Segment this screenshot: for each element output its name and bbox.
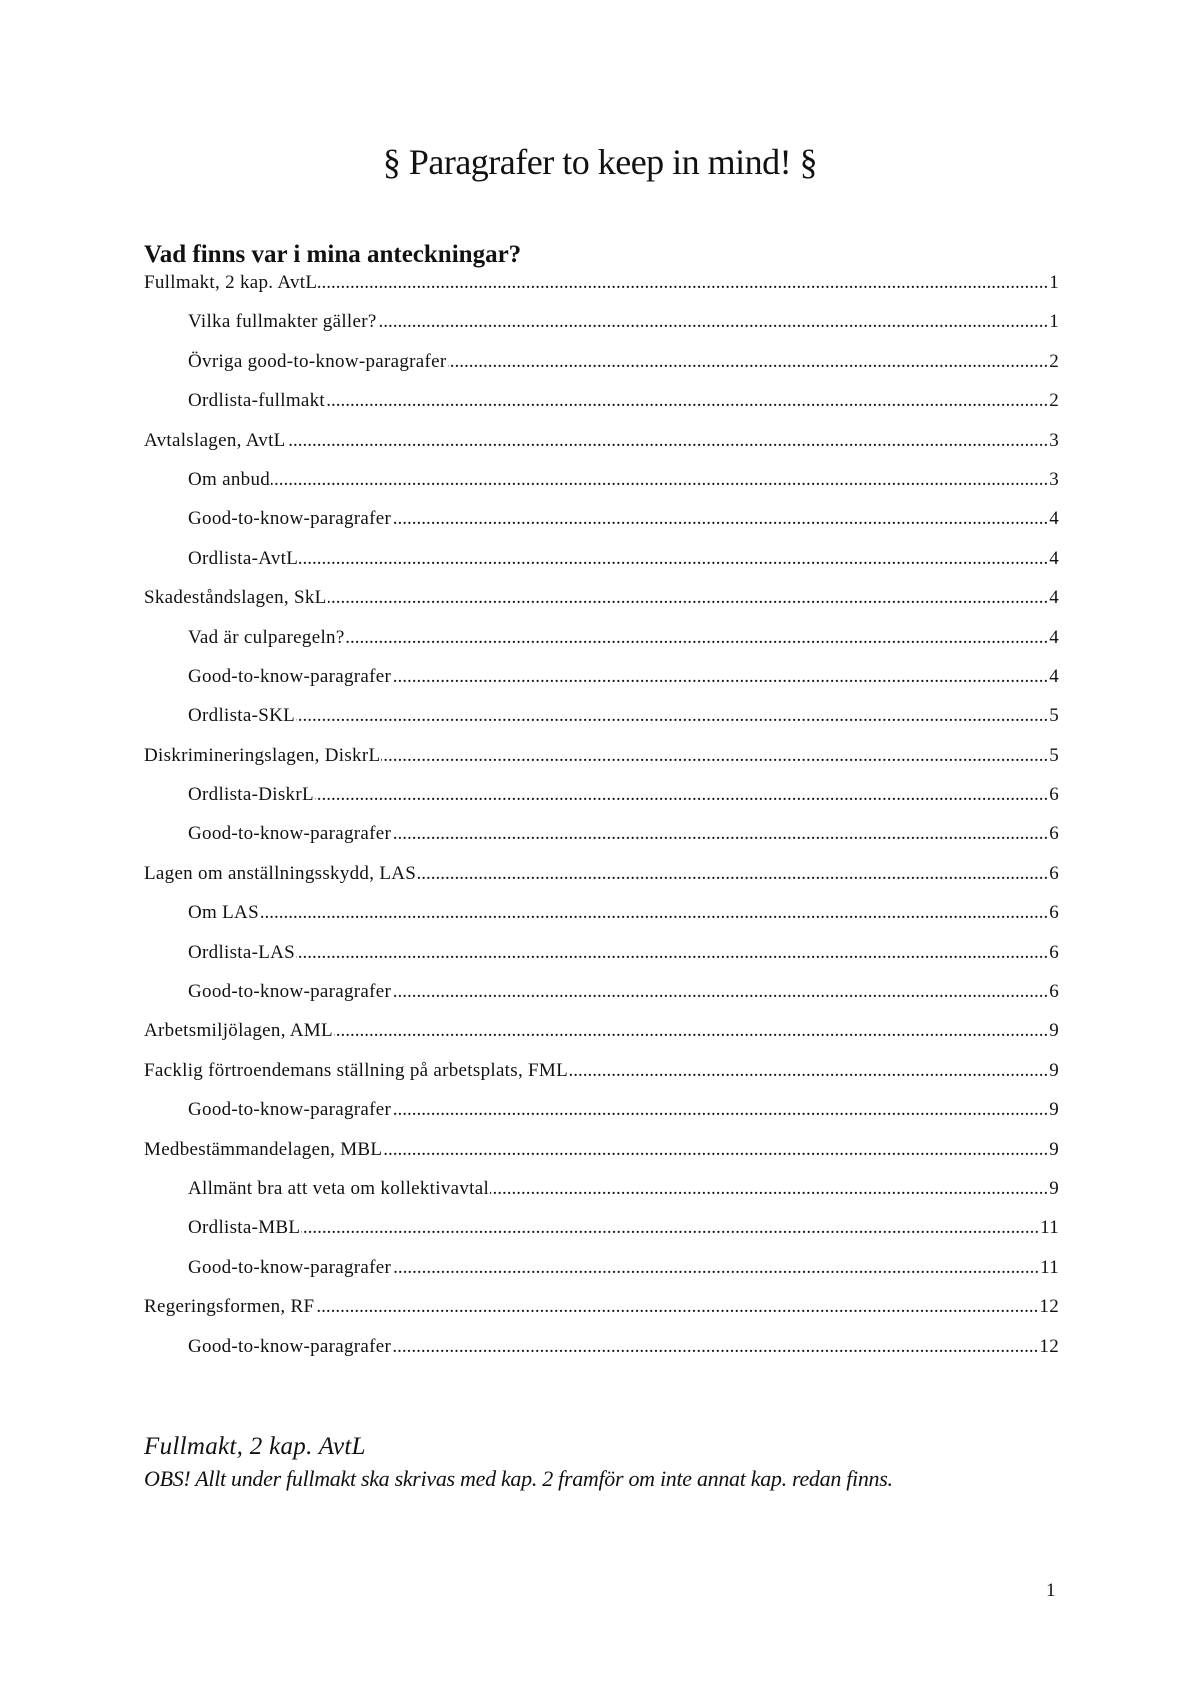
toc-entry-title: Medbestämmandelagen, MBL — [144, 1138, 383, 1160]
toc-entry-title: Ordlista-MBL — [188, 1217, 301, 1239]
toc-dot-leader — [392, 1257, 1039, 1279]
toc-entry[interactable] — [144, 1318, 1059, 1357]
toc-entry[interactable] — [144, 688, 1059, 727]
toc-entry-title: Diskrimineringslagen, DiskrL — [144, 744, 381, 766]
toc-entry-title: Good-to-know-paragrafer — [188, 1099, 392, 1121]
toc-dot-leader — [315, 784, 1048, 806]
toc-entry-page-number: 9 — [1049, 1059, 1059, 1081]
toc-dot-leader — [392, 981, 1048, 1003]
toc-entry-title: Om anbud — [188, 468, 271, 490]
toc-entry-title: Lagen om anställningsskydd, LAS — [144, 862, 417, 884]
toc-entry[interactable] — [144, 924, 1059, 963]
toc-entry[interactable] — [144, 570, 1059, 609]
toc-entry-title: Good-to-know-paragrafer — [188, 981, 392, 1003]
toc-dot-leader — [318, 272, 1048, 294]
toc-entry[interactable] — [144, 1239, 1059, 1278]
toc-entry[interactable] — [144, 845, 1059, 884]
toc-entry-title: Arbetsmiljölagen, AML — [144, 1020, 333, 1042]
toc-dot-leader — [392, 1099, 1048, 1121]
toc-entry-page-number: 11 — [1040, 1217, 1059, 1239]
toc-entry-page-number: 1 — [1049, 311, 1059, 333]
toc-entry[interactable] — [144, 294, 1059, 333]
toc-entry-page-number: 3 — [1049, 429, 1059, 451]
toc-entry[interactable] — [144, 609, 1059, 648]
toc-entry-page-number: 9 — [1049, 1138, 1059, 1160]
toc-entry[interactable] — [144, 333, 1059, 372]
toc-entry-page-number: 6 — [1049, 862, 1059, 884]
toc-entry-page-number: 9 — [1049, 1099, 1059, 1121]
toc-entry-title: Good-to-know-paragrafer — [188, 1335, 392, 1357]
toc-dot-leader — [417, 863, 1048, 885]
toc-entry-page-number: 6 — [1049, 823, 1059, 845]
toc-entry-title: Good-to-know-paragrafer — [188, 665, 392, 687]
toc-entry-page-number: 6 — [1049, 784, 1059, 806]
toc-dot-leader — [260, 902, 1048, 924]
toc-dot-leader — [299, 548, 1048, 570]
toc-entry-page-number: 9 — [1049, 1020, 1059, 1042]
toc-entry[interactable] — [144, 1003, 1059, 1042]
toc-dot-leader — [392, 508, 1048, 530]
toc-entry-page-number: 6 — [1049, 981, 1059, 1003]
toc-entry-title: Ordlista-fullmakt — [188, 390, 326, 412]
toc-entry[interactable] — [144, 491, 1059, 530]
toc-entry-title: Good-to-know-paragrafer — [188, 508, 392, 530]
toc-dot-leader — [328, 587, 1049, 609]
toc-dot-leader — [381, 745, 1048, 767]
toc-dot-leader — [569, 1060, 1048, 1082]
toc-entry-page-number: 4 — [1049, 587, 1059, 609]
toc-entry-page-number: 4 — [1049, 547, 1059, 569]
toc-entry-page-number: 12 — [1039, 1335, 1059, 1357]
toc-entry-page-number: 4 — [1049, 626, 1059, 648]
toc-entry-title: Fullmakt, 2 kap. AvtL — [144, 272, 318, 293]
toc-entry[interactable] — [144, 272, 1059, 294]
toc-entry-page-number: 11 — [1040, 1256, 1059, 1278]
toc-entry-title: Good-to-know-paragrafer — [188, 1256, 392, 1278]
toc-entry-page-number: 5 — [1049, 744, 1059, 766]
toc-entry-title: Vilka fullmakter gäller? — [188, 311, 377, 333]
toc-entry-title: Övriga good-to-know-paragrafer — [188, 350, 447, 372]
toc-entry-title: Vad är culparegeln? — [188, 626, 345, 648]
toc-entry-title: Allmänt bra att veta om kollektivavtal — [188, 1177, 490, 1199]
toc-entry-title: Ordlista-SKL — [188, 705, 296, 727]
page-number: 1 — [1046, 1580, 1056, 1601]
toc-entry-page-number: 1 — [1049, 272, 1059, 293]
toc-entry-title: Skadeståndslagen, SkL — [144, 587, 327, 609]
toc-dot-leader — [315, 1296, 1038, 1318]
section-heading: Fullmakt, 2 kap. AvtL — [144, 1433, 366, 1460]
toc-entry-page-number: 12 — [1039, 1296, 1059, 1318]
toc-dot-leader — [383, 1139, 1048, 1161]
toc-entry-title: Om LAS — [188, 902, 259, 924]
toc-entry-title: Avtalslagen, AvtL — [144, 429, 286, 451]
table-of-contents — [144, 272, 1059, 1358]
toc-dot-leader — [448, 351, 1049, 373]
toc-dot-leader — [378, 311, 1049, 333]
toc-entry[interactable] — [144, 1082, 1059, 1121]
toc-entry[interactable] — [144, 1279, 1059, 1318]
toc-dot-leader — [392, 823, 1048, 845]
toc-entry-page-number: 4 — [1049, 665, 1059, 687]
toc-entry-page-number: 2 — [1049, 350, 1059, 372]
toc-dot-leader — [287, 430, 1049, 452]
toc-entry[interactable] — [144, 885, 1059, 924]
toc-entry[interactable] — [144, 1161, 1059, 1200]
toc-entry[interactable] — [144, 452, 1059, 491]
toc-entry-title: Regeringsformen, RF — [144, 1296, 315, 1318]
toc-dot-leader — [490, 1178, 1048, 1200]
toc-entry-title: Good-to-know-paragrafer — [188, 823, 392, 845]
toc-entry-title: Ordlista-LAS — [188, 941, 296, 963]
toc-entry-page-number: 5 — [1049, 705, 1059, 727]
toc-entry-title: Facklig förtroendemans ställning på arbetsplats, FML — [144, 1059, 569, 1081]
section-note: OBS! Allt under fullmakt ska skrivas med kap. 2 framför om inte annat kap. redan finns. — [144, 1466, 893, 1491]
toc-dot-leader — [296, 705, 1048, 727]
toc-entry[interactable] — [144, 1121, 1059, 1160]
toc-entry-title: Ordlista-AvtL — [188, 547, 299, 569]
toc-entry[interactable] — [144, 727, 1059, 766]
toc-dot-leader — [392, 666, 1048, 688]
toc-entry[interactable] — [144, 649, 1059, 688]
toc-entry[interactable] — [144, 373, 1059, 412]
toc-heading: Vad finns var i mina anteckningar? — [144, 241, 522, 268]
toc-entry[interactable] — [144, 1200, 1059, 1239]
toc-entry-page-number: 4 — [1049, 508, 1059, 530]
toc-dot-leader — [271, 469, 1048, 491]
toc-entry[interactable] — [144, 767, 1059, 806]
toc-entry[interactable] — [144, 530, 1059, 569]
toc-dot-leader — [301, 1217, 1039, 1239]
toc-dot-leader — [326, 390, 1048, 412]
toc-entry-page-number: 6 — [1049, 902, 1059, 924]
document-title: § Paragrafer to keep in mind! § — [382, 142, 818, 182]
toc-entry[interactable] — [144, 964, 1059, 1003]
toc-entry-page-number: 2 — [1049, 390, 1059, 412]
toc-dot-leader — [346, 627, 1049, 649]
toc-entry-page-number: 6 — [1049, 941, 1059, 963]
toc-dot-leader — [334, 1020, 1048, 1042]
toc-entry[interactable] — [144, 806, 1059, 845]
toc-entry-title: Ordlista-DiskrL — [188, 784, 314, 806]
toc-dot-leader — [296, 942, 1048, 964]
toc-entry-page-number: 3 — [1049, 468, 1059, 490]
toc-entry-page-number: 9 — [1049, 1177, 1059, 1199]
toc-dot-leader — [392, 1336, 1038, 1358]
toc-entry[interactable] — [144, 1042, 1059, 1081]
toc-entry[interactable] — [144, 412, 1059, 451]
